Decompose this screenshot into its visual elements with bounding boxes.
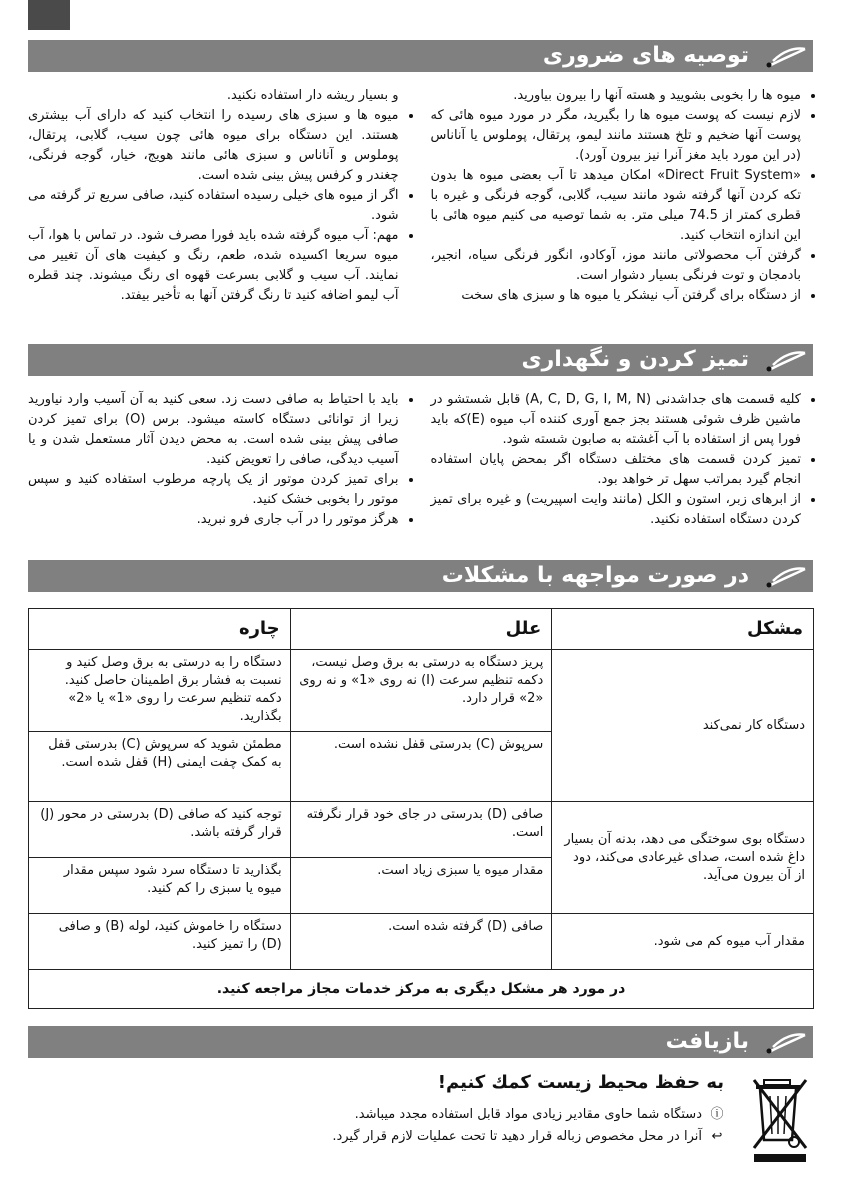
- page-corner-marker: [28, 0, 70, 30]
- section-header-cleaning: [28, 344, 813, 376]
- swoosh-icon: [765, 563, 809, 589]
- solution-cell: بگذارید تا دستگاه سرد شود سپس مقدار میوه یا سبزی را کم کنید.: [29, 858, 291, 914]
- list-item: • باید با احتیاط به صافی دست زد. سعی کنید به آن آسیب وارد نیاورید زیرا از توانائی دستگاه کاسته میشود. برس (O) برای تمیز کردن صافی پیش بینی شده است. به محض دیدن آثار مستعمل شدن و یا آسیب دیدگی، صافی را تعویض کنید.: [28, 390, 399, 470]
- list-item: [332, 1126, 724, 1148]
- list-item: • اگر از میوه های خیلی رسیده استفاده کنید، صافی سریع تر گرفته می شود.: [28, 186, 399, 226]
- recycling-text: آنرا در محل مخصوص زباله قرار دهید تا تحت عملیات لازم قرار گیرد.: [332, 1129, 702, 1144]
- list-item: • از ابرهای زبر، استون و الکل (مانند وایت اسپیریت) و غیره برای تمیز کردن دستگاه استفاده نکنید.: [431, 490, 802, 530]
- swoosh-icon: [765, 1029, 809, 1055]
- cleaning-right-column: [431, 390, 814, 530]
- problem-cell: دستگاه بوی سوختگی می دهد، بدنه آن بسیار داغ شده است، صدای غیرعادی می‌کند، دود از آن بیرون می‌آید.: [552, 802, 814, 914]
- table-footer-note: در مورد هر مشکل دیگری به مرکز خدمات مجاز مراجعه کنید.: [29, 970, 814, 1009]
- recommendations-left-column: [28, 86, 411, 306]
- list-item: • تمیز کردن قسمت های مختلف دستگاه اگر بمحض پایان استفاده انجام گیرد بمراتب سهل تر خواهد بود.: [431, 450, 802, 490]
- swoosh-icon: [765, 347, 809, 373]
- cause-cell: صافی (D) گرفته شده است.: [290, 914, 552, 970]
- list-item: • «Direct Fruit System» امکان میدهد تا آب بعضی میوه ها بدون تکه کردن آنها گرفته شود مانند سیب، گلابی، گوجه فرنگی و غیره با قطری کمتر از 74.5 میلی متر. به شما توصیه می کنیم میوه هائی با این اندازه انتخاب کنید.: [431, 166, 802, 246]
- list-item: • کلیه قسمت های جداشدنی (A, C, D, G, I, M, N) قابل شستشو در ماشین ظرف شوئی هستند بجز جمع آوری کننده آب میوه (E)که باید فورا پس از استفاده با آب آغشته به صابون شسته شود.: [431, 390, 802, 450]
- cause-cell: سرپوش (C) بدرستی قفل نشده است.: [290, 732, 552, 802]
- header-solution: چاره: [29, 609, 291, 650]
- solution-cell: توجه کنید که صافی (D) بدرستی در محور (J) قرار گرفته باشد.: [29, 802, 291, 858]
- recommendations-body: [28, 86, 813, 306]
- troubleshooting-table: [28, 608, 814, 1009]
- list-item: • میوه ها و سبزی های رسیده را انتخاب کنید که دارای آب بیشتری هستند. این دستگاه برای میوه هائی چون سیب، گلابی، پرتقال، پوملوس و آناناس و سبزی هائی مانند هویج، خیار، گوجه فرنگی، چغندر و کرفس پیش بینی شده است.: [28, 106, 399, 186]
- header-cause: علل: [290, 609, 552, 650]
- list-item: [332, 1104, 724, 1126]
- list-item: • از دستگاه برای گرفتن آب نیشکر یا میوه ها و سبزی های سخت: [431, 286, 802, 306]
- problem-cell: دستگاه کار نمی‌کند: [552, 650, 814, 802]
- cause-cell: صافی (D) بدرستی در جای خود قرار نگرفته است.: [290, 802, 552, 858]
- section-header-troubleshooting: [28, 560, 813, 592]
- crossed-bin-icon: [750, 1074, 812, 1166]
- cleaning-body: [28, 390, 813, 530]
- list-item: • هرگز موتور را در آب جاری فرو نبرید.: [28, 510, 399, 530]
- list-continuation: و بسیار ریشه دار استفاده نکنید.: [226, 88, 399, 103]
- info-icon: ⓘ: [710, 1107, 724, 1122]
- recycling-text: دستگاه شما حاوی مقادیر زیادی مواد قابل استفاده مجدد میباشد.: [354, 1107, 702, 1122]
- table-row: [29, 650, 814, 732]
- table-footer-row: [29, 970, 814, 1009]
- recommendations-right-column: [431, 86, 814, 306]
- section-header-recommendations: [28, 40, 813, 72]
- list-item: • میوه ها را بخوبی بشویید و هسته آنها را بیرون بیاورید.: [431, 86, 802, 106]
- section-title: بازیافت: [665, 1029, 749, 1054]
- solution-cell: دستگاه را خاموش کنید، لوله (B) و صافی (D) را تمیز کنید.: [29, 914, 291, 970]
- cause-cell: مقدار میوه یا سبزی زیاد است.: [290, 858, 552, 914]
- header-problem: مشکل: [552, 609, 814, 650]
- table-row: [29, 914, 814, 970]
- solution-cell: مطمئن شوید که سرپوش (C) بدرستی قفل به کمک چفت ایمنی (H) قفل شده است.: [29, 732, 291, 802]
- cause-cell: پریز دستگاه به درستی به برق وصل نیست، دکمه تنظیم سرعت (I) نه روی «1» و نه روی «2» قرار دارد.: [290, 650, 552, 732]
- section-title: در صورت مواجهه با مشکلات: [441, 563, 749, 588]
- list-item: • لازم نیست که پوست میوه ها را بگیرید، مگر در مورد میوه هائی که پوست آنها ضخیم و تلخ هستند مانند لیمو، پرتقال، پوملوس یا آناناس (در این مورد باید مغز آنرا نیز بیرون آورد).: [431, 106, 802, 166]
- swoosh-icon: [765, 43, 809, 69]
- table-row: [29, 802, 814, 858]
- recycling-heading: به حفظ محیط زیست کمك کنیم!: [437, 1072, 724, 1093]
- table-header-row: [29, 609, 814, 650]
- list-item: • مهم: آب میوه گرفته شده باید فورا مصرف شود. در تماس با هوا، آب میوه سریعا اکسیده شده، طعم، رنگ و کیفیت های آن تغییر می نمایند. آب سیب و گلابی بسرعت قهوه ای رنگ میشوند. چند قطره آب لیمو اضافه کنید تا رنگ گرفتن آنها به تأخیر بیفتد.: [28, 226, 399, 306]
- section-title: توصیه های ضروری: [542, 43, 749, 68]
- arrow-icon: ↩: [711, 1129, 723, 1144]
- list-item: • گرفتن آب محصولاتی مانند موز، آوکادو، انگور فرنگی سیاه، انجیر، بادمجان و توت فرنگی بسیار دشوار است.: [431, 246, 802, 286]
- section-title: تمیز کردن و نگهداری: [521, 347, 749, 372]
- solution-cell: دستگاه را به درستی به برق وصل کنید و نسبت به فشار برق اطمینان حاصل کنید. دکمه تنظیم سرعت را روی «1» یا «2» بگذارید.: [29, 650, 291, 732]
- problem-cell: مقدار آب میوه کم می شود.: [552, 914, 814, 970]
- list-item: • برای تمیز کردن موتور از یک پارچه مرطوب استفاده کنید و سپس موتور را بخوبی خشک کنید.: [28, 470, 399, 510]
- recycling-list: [332, 1104, 724, 1148]
- cleaning-left-column: [28, 390, 411, 530]
- section-header-recycling: [28, 1026, 813, 1058]
